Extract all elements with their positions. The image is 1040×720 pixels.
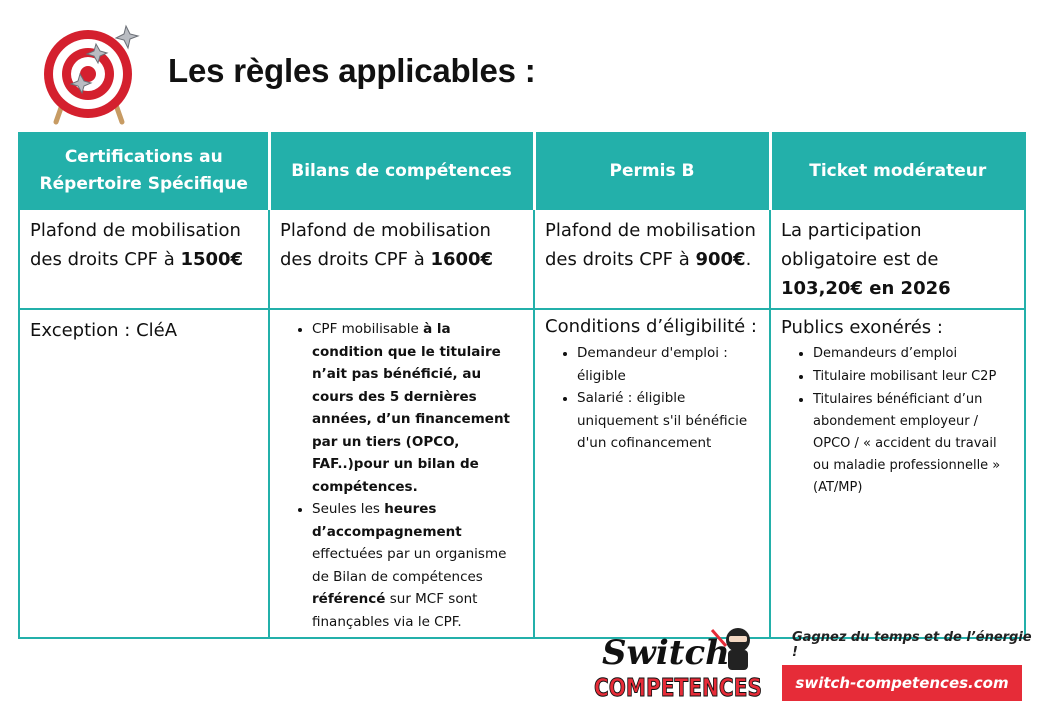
table-row-conditions xyxy=(19,309,1025,638)
tagline: Gagnez du temps et de l’énergie ! xyxy=(792,630,1032,660)
list-item: • Demandeur d'emploi : éligible xyxy=(577,342,761,387)
exempt-list xyxy=(781,342,1016,499)
list-item: • Demandeurs d’emploi xyxy=(813,342,1016,365)
list-item: • Titulaires bénéficiant d’un abondement employeur / OPCO / « accident du travail ou maladie professionnelle » (AT/MP) xyxy=(813,388,1016,499)
table-row-plafond xyxy=(19,209,1025,309)
eligibility-list xyxy=(545,342,761,455)
header-certifications: Certifications au Répertoire Spécifique xyxy=(19,133,269,209)
page-title: Les règles applicables : xyxy=(168,52,536,89)
header-bilans: Bilans de compétences xyxy=(269,133,534,209)
list-item: • CPF mobilisable à la condition que le titulaire n’ait pas bénéficié, au cours des 5 dernières années, d’un financement par un tiers (OPCO, FAF..)pour un bilan de compétences. xyxy=(312,318,525,498)
cell-publics-exoneres xyxy=(770,309,1025,638)
target-icon xyxy=(38,18,148,124)
website-url[interactable]: switch-competences.com xyxy=(795,674,1009,692)
list-item: • Seules les heures d’accompagnement effectuées par un organisme de Bilan de compétences référencé sur MCF sont finançables via le CPF. xyxy=(312,498,525,633)
eligibility-heading: Conditions d’éligibilité : xyxy=(545,316,757,337)
cell-plafond-bilans: Plafond de mobilisation des droits CPF à 1600€ xyxy=(269,209,534,309)
cell-conditions-permis xyxy=(534,309,770,638)
cell-plafond-certifications: Plafond de mobilisation des droits CPF à 1500€ xyxy=(19,209,269,309)
list-item: • Salarié : éligible uniquement s'il bénéficie d'un cofinancement xyxy=(577,387,761,455)
table-header-row xyxy=(19,133,1025,209)
website-link[interactable] xyxy=(782,665,1022,701)
header-permis: Permis B xyxy=(534,133,770,209)
exempt-heading: Publics exonérés : xyxy=(781,317,943,338)
logo-competences-text: COMPETENCES xyxy=(594,673,762,702)
logo-switch-text: Switch xyxy=(602,633,730,673)
header-ticket: Ticket modérateur xyxy=(770,133,1025,209)
cell-plafond-permis: Plafond de mobilisation des droits CPF à 900€. xyxy=(534,209,770,309)
rules-table xyxy=(18,132,1026,639)
list-item: • Titulaire mobilisant leur C2P xyxy=(813,365,1016,388)
cell-participation-ticket: La participation obligatoire est de 103,20€ en 2026 xyxy=(770,209,1025,309)
bilans-conditions-list xyxy=(280,318,525,633)
switch-competences-logo xyxy=(588,622,768,712)
cell-exception-clea: Exception : CléA xyxy=(19,309,269,638)
cell-conditions-bilans xyxy=(269,309,534,638)
